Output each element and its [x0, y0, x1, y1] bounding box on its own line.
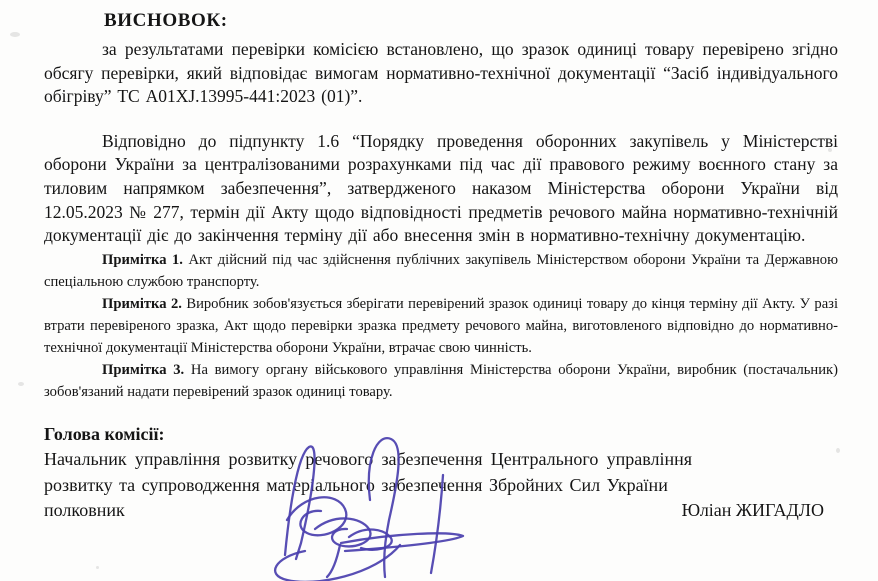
signer-position: Начальник управління розвитку речового забезпечення Центрального управління розвитку та супроводження матеріального забезпечення Збройних Сил України: [44, 449, 692, 495]
scan-speck: [18, 382, 24, 386]
conclusion-title: ВИСНОВОК:: [104, 10, 228, 31]
signature-block: [44, 422, 838, 524]
note-3-text: На вимогу органу військового управління Міністерства оборони України, виробник (постачальник) зобов'язаний надати перевірений зразок одиниці товару.: [44, 361, 838, 400]
note-3: [44, 359, 838, 403]
note-2-text: Виробник зобов'язується зберігати перевірений зразок одиниці товару до кінця терміну дії Акту. У разі втрати перевіреного зразка, Акт щодо перевірки зразка предмету речового майна, виготовленого відповідно до нормативно-технічної документації Міністерства оборони України, втрачає свою чинність.: [44, 295, 839, 356]
note-2-label: Примітка 2.: [102, 295, 182, 312]
paragraph-conclusion: за результатами перевірки комісією встановлено, що зразок одиниці товару перевірено згідно обсягу перевірки, який відповідає вимогам нормативно-технічної документації “Засіб індивідуального обігріву” ТС А01XJ.13995-441:2023 (01)”.: [44, 39, 838, 107]
note-1-text: Акт дійсний під час здійснення публічних закупівель Міністерством оборони України та Державною спеціальною службою транспорту.: [44, 251, 838, 290]
scan-speck: [96, 566, 99, 569]
note-2: [44, 293, 838, 359]
signer-name: Юліан ЖИГАДЛО: [681, 500, 824, 521]
note-3-label: Примітка 3.: [102, 361, 185, 378]
signer-rank: полковник: [44, 500, 125, 521]
scan-speck: [828, 148, 832, 152]
signature-row: [44, 498, 838, 524]
scan-speck: [836, 448, 840, 453]
note-1-label: Примітка 1.: [102, 251, 183, 268]
commission-head-heading: Голова комісії:: [44, 423, 165, 444]
scan-speck: [10, 32, 20, 37]
paragraph-validity: Відповідно до підпункту 1.6 “Порядку проведення оборонних закупівель у Міністерстві оборони України за централізованими розрахунками під час дії правового режиму воєнного стану за тиловим напрямком забезпечення”, затвердженого наказом Міністерства оборони України від 12.05.2023 № 277, термін дії Акту щодо відповідності предметів речового майна нормативно-технічній документації діє до закінчення терміну дії або внесення змін в нормативно-технічну документацію.: [44, 130, 838, 246]
note-1: [44, 249, 838, 293]
